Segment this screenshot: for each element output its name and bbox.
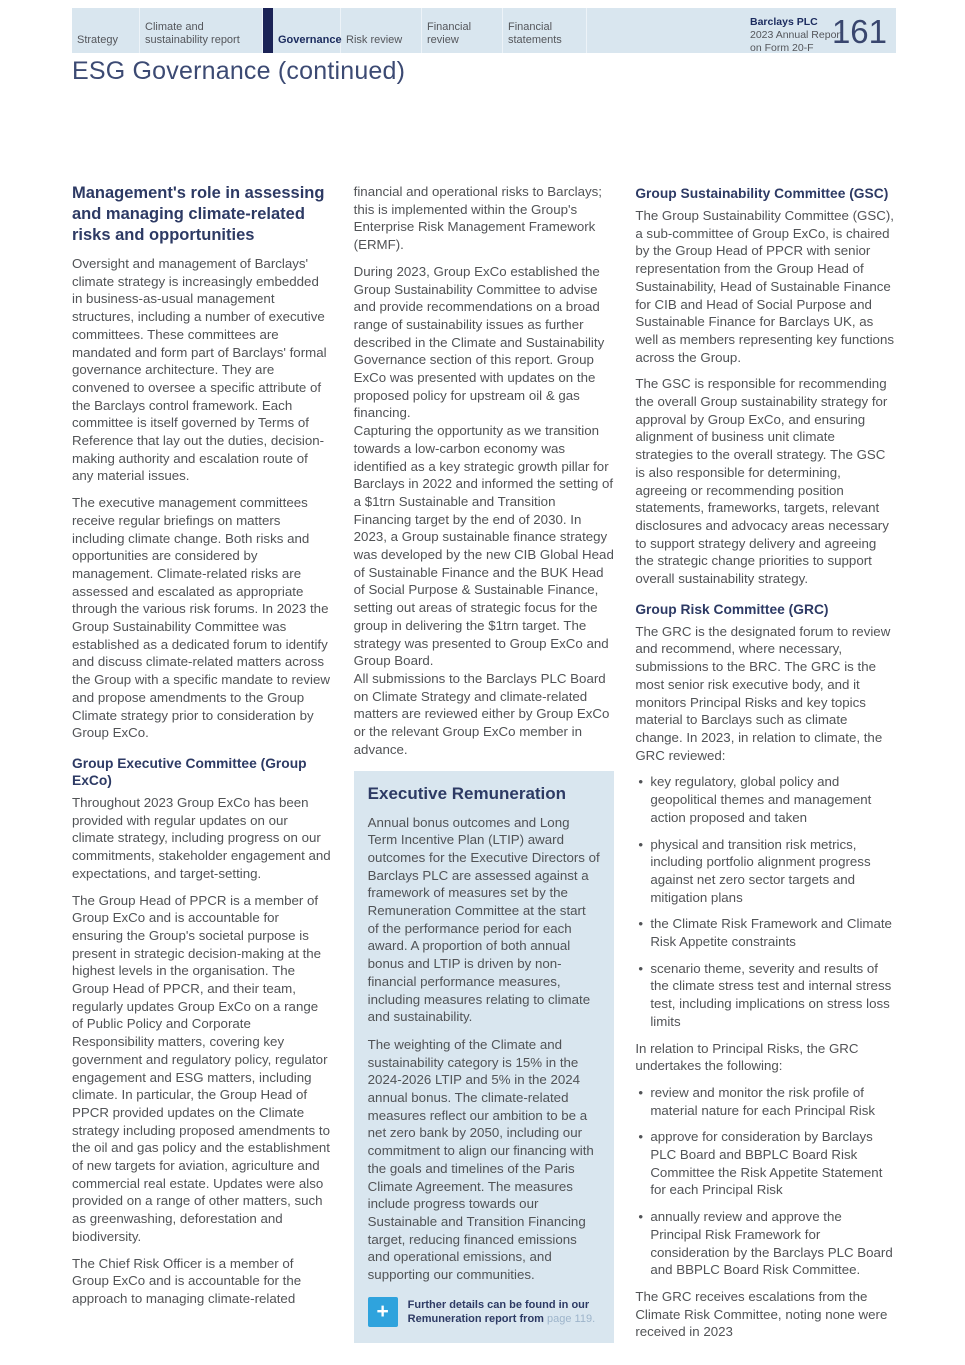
paragraph: The weighting of the Climate and sustainability category is 15% in the 2024-2026 LTIP and 5% in the 2024 annual bonus. The climate-related measures reflect our ambition to be a net zero bank by 2050, including our commitment to align our financing with the goals and timelines of the Paris Climate Agreement. The measures include progress towards our Sustainable and Transition Financing target, reducing financed emissions and operational emissions, and supporting our communities. [367,1036,594,1283]
executive-remuneration-box [354,771,615,1343]
paragraph: Throughout 2023 Group ExCo has been provided with regular updates on our climate strategy, including progress on our commitments, stakeholder engagement and expectations, and target-setting. [72,794,331,881]
plus-icon[interactable]: + [368,1297,398,1327]
tab-label: Governance [278,34,342,46]
page-119-link[interactable]: page 119. [547,1312,596,1325]
list-item: • key regulatory, global policy and geopolitical themes and management action proposed and taken [635,773,896,826]
tab-governance[interactable] [263,8,341,53]
grc-reviewed-list [635,773,896,1030]
list-item: • approve for consideration by Barclays PLC Board and BBPLC Board Risk Committee the Risk Appetite Statement for each Principal Risk [635,1128,896,1199]
subsection-heading-group-exco: Group Executive Committee (Group ExCo) [72,755,307,788]
paragraph: Oversight and management of Barclays' climate strategy is increasingly embedded in business-as-usual management structures, including a number of executive committees. These committees are mandated and form part of Barclays' formal governance architecture. They are convened to oversee a specific attribute of the Barclays control framework. Each committee is itself governed by Terms of Reference that lay out the duties, decision-making authority and escalation route of any material issues. [72,256,327,484]
list-item: • scenario theme, severity and results of the climate stress test and internal stress test, including implications on stress loss limits [635,960,896,1031]
subsection-heading-gsc: Group Sustainability Committee (GSC) [635,186,889,201]
paragraph: The executive management committees receive regular briefings on matters including climate change. Both risks and opportunities are considered by management. Climate-related risks are assessed and escalated as appropriate through the various risk forums. In 2023 the Group Sustainability Committee was established as a dedicated forum to identify and discuss climate-related matters across the Group with a specific mandate to review and propose amendments to the Group Climate strategy prior to consideration by Group ExCo. [72,495,330,741]
grc-undertakes-list [635,1084,896,1279]
paragraph: The Chief Risk Officer is a member of Group ExCo and is accountable for the approach to managing climate-related [72,1255,302,1306]
report-brand [750,16,843,55]
paragraph: financial and operational risks to Barclays; this is implemented within the Group's Enterprise Risk Management Framework (ERMF). [353,184,602,253]
cross-reference-text [408,1297,601,1326]
remuneration-cross-reference [368,1297,601,1327]
paragraph: The GRC is the designated forum to review and recommend, where necessary, submissions to the BRC. The GRC is the most senior risk executive body, and it monitors Principal Risks and key topics material to Barclays such as climate change. In 2023, in relation to climate, the GRC reviewed: [635,623,891,763]
paragraph: Annual bonus outcomes and Long Term Incentive Plan (LTIP) award outcomes for the Executive Directors of Barclays PLC are assessed against a framework of measures set by the Remuneration Committee at the start of the performance period for each award. A proportion of both annual bonus and LTIP is driven by non-financial performance measures, including measures relating to climate and sustainability. [367,814,600,1025]
column-1 [72,183,333,1350]
column-3 [635,183,896,1350]
tab-label: Strategy [77,34,118,46]
list-item: • physical and transition risk metrics, including portfolio alignment progress against net zero sector targets and mitigation plans [635,836,896,907]
page-number: 161 [831,13,887,50]
section-heading: Management's role in assessing and managing climate-related risks and opportunities [72,184,325,244]
tab-financial-review[interactable] [422,8,503,53]
page-title: ESG Governance (continued) [72,57,406,85]
list-item: • the Climate Risk Framework and Climate Risk Appetite constraints [635,915,896,950]
tab-climate-and-sustainability-report[interactable] [140,8,263,53]
paragraph: All submissions to the Barclays PLC Board on Climate Strategy and climate-related matters are reviewed either by Group ExCo or the relevant Group ExCo member in advance. [353,670,610,757]
tab-label: Financial review [427,21,472,46]
cross-reference-bold: Further details can be found in our Remuneration report from [407,1298,590,1325]
subsection-heading-grc: Group Risk Committee (GRC) [635,601,829,617]
brand-name: Barclays PLC [750,16,818,28]
paragraph: The GSC is responsible for recommending the overall Group sustainability strategy for approval by Group ExCo, and ensuring alignment of business unit climate strategies to the overall strategy. The GSC is also responsible for determining, agreeing or recommending position statements, frameworks, targets, relevant disclosures and advocacy areas necessary to support strategy delivery and agreeing the strategic change priorities to support overall sustainability strategy. [635,376,889,587]
tab-risk-review[interactable] [341,8,422,53]
column-2 [354,183,615,1350]
tab-strategy[interactable] [72,8,140,53]
paragraph: Capturing the opportunity as we transition towards a low-carbon economy was identified as a key strategic growth pillar for Barclays in 2022 and informed the setting of a $1trn Sustainable and Transition Financing target by the end of 2030. In 2023, a Group sustainable finance strategy was developed by the new CIB Global Head of Sustainable Finance and the BUK Head of Social Purpose & Sustainable Finance, setting out areas of strategic focus for the group in delivering the $1trn target. The strategy was presented to Group ExCo and Group Board. [353,423,614,669]
box-heading: Executive Remuneration [367,783,567,803]
paragraph: In relation to Principal Risks, the GRC undertakes the following: [635,1040,859,1074]
tab-label: Climate and sustainability report [145,21,240,46]
list-item: • annually review and approve the Principal Risk Framework for consideration by the Barclays PLC Board and BBPLC Board Risk Committee. [635,1208,896,1279]
content-columns [72,183,896,1350]
tab-label: Risk review [346,34,403,46]
paragraph: The Group Head of PPCR is a member of Group ExCo and is accountable for ensuring the Group's societal purpose is present in strategic decision-making at the highest levels in the organisation. The Group Head of PPCR, and their team, regularly updates Group ExCo on a range of Public Policy and Corporate Responsibility matters, covering key government and regulatory policy, regulator engagement and ESG matters, including climate. In particular, the Group Head of PPCR provided updates on the Climate strategy including proposed amendments to the oil and gas policy and the establishment of new targets for aviation, agriculture and commercial real estate. Updates were also provided on a range of other matters, such as greenwashing, deforestation and biodiversity. [72,892,330,1244]
tab-label: Financial statements [508,21,562,46]
paragraph: The Group Sustainability Committee (GSC), a sub-committee of Group ExCo, is chaired by the Group Head of PPCR with senior representation from the Group Head of Sustainability, Head of Sustainable Finance for CIB and Head of Social Purpose and Sustainable Finance for Barclays UK, as well as members representing key functions across the Group. [635,208,894,365]
brand-form-line: on Form 20-F [750,42,814,54]
section-nav-band [72,8,896,53]
brand-report-line: 2023 Annual Report [750,29,843,41]
paragraph: The GRC receives escalations from the Climate Risk Committee, noting none were received in 2023 [635,1288,888,1340]
tab-financial-statements[interactable] [503,8,587,53]
paragraph: During 2023, Group ExCo established the Group Sustainability Committee to advise and provide recommendations on a broad range of sustainability issues as further described in the Climate and Sustainability Governance section of this report. Group ExCo was presented with updates on the proposed policy for upstream oil & gas financing. [353,263,605,421]
list-item: • review and monitor the risk profile of material nature for each Principal Risk [635,1084,896,1119]
